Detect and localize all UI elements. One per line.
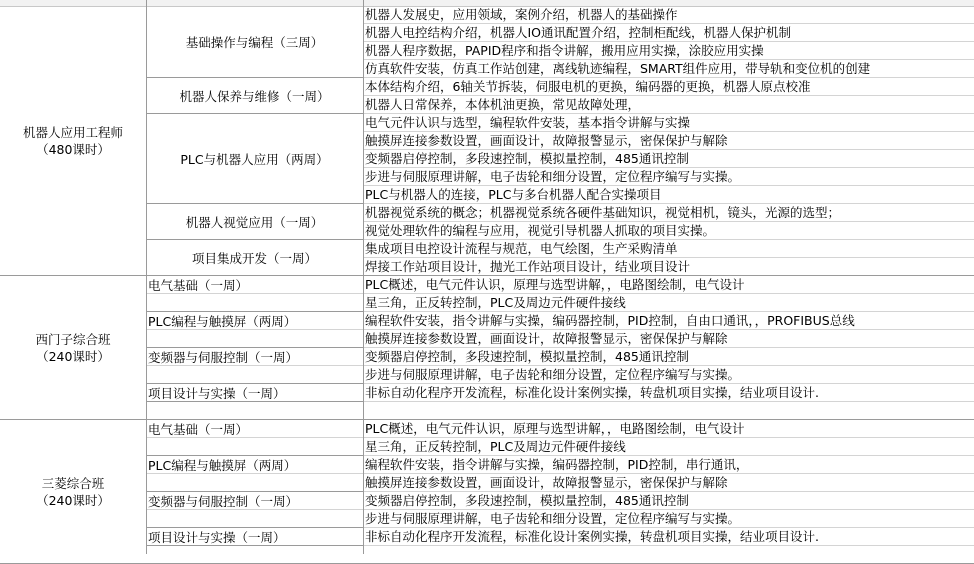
content-line: PLC与机器人的连接，PLC与多台机器人配合实操项目 (363, 186, 974, 204)
content-line: 变频器启停控制，多段速控制，模拟量控制，485通讯控制 (363, 492, 974, 510)
module-name: PLC与机器人应用（两周） (180, 151, 329, 167)
content-line: PLC概述，电气元件认识，原理与选型讲解，，电路图绘制，电气设计 (363, 276, 974, 294)
grid-line (146, 0, 147, 554)
content-line: 变频器启停控制，多段速控制，模拟量控制，485通讯控制 (363, 348, 974, 366)
module-name: 机器人视觉应用（一周） (185, 214, 324, 230)
content-line: 步进与伺服原理讲解，电子齿轮和细分设置，定位程序编写与实操。 (363, 366, 974, 384)
content-line: 星三角，正反转控制，PLC及周边元件硬件接线 (363, 294, 974, 312)
section-title: 机器人应用工程师 (22, 125, 123, 140)
content-line: 集成项目电控设计流程与规范，电气绘图，生产采购清单 (363, 240, 974, 258)
section-title-cell (0, 420, 146, 564)
module-name: 变频器与伺服控制（一周） (148, 493, 299, 509)
empty-row (146, 546, 974, 564)
content-line: 仿真软件安装，仿真工作站创建，离线轨迹编程，SMART组件应用，带导轨和变位机的创建 (363, 60, 974, 78)
section-title-cell (0, 276, 146, 420)
content-line: 机器人日常保养，本体机油更换，常见故障处理， (363, 96, 974, 114)
content-line: 机器人程序数据，PAPID程序和指令讲解，搬用应用实操，涂胶应用实操 (363, 42, 974, 60)
content-line: 触摸屏连接参数设置，画面设计，故障报警显示，密保保护与解除 (363, 474, 974, 492)
content-line: 编程软件安装，指令讲解与实操，编码器控制，PID控制，自由口通讯，，PROFIBUS总线 (363, 312, 974, 330)
content-line: 非标自动化程序开发流程，标准化设计案例实操，转盘机项目实操，结业项目设计. (363, 384, 974, 402)
grid-line (363, 0, 364, 554)
content-line: 机器人电控结构介绍，机器人IO通讯配置介绍，控制柜配线，机器人保护机制 (363, 24, 974, 42)
grid-line (146, 509, 363, 510)
grid-line (146, 473, 363, 474)
content-line: 焊接工作站项目设计，抛光工作站项目设计，结业项目设计 (363, 258, 974, 276)
module-name: 电气基础（一周） (148, 421, 249, 437)
content-line: 非标自动化程序开发流程，标准化设计案例实操，转盘机项目实操，结业项目设计. (363, 528, 974, 546)
content-line: 编程软件安装，指令讲解与实操，编码器控制，PID控制，串行通讯， (363, 456, 974, 474)
section-hours: （240课时） (36, 349, 110, 364)
content-line: 本体结构介绍，6轴关节拆装，伺服电机的更换，编码器的更换，机器人原点校准 (363, 78, 974, 96)
module-name: 项目集成开发（一周） (191, 250, 317, 266)
content-line: 步进与伺服原理讲解，电子齿轮和细分设置，定位程序编写与实操。 (363, 168, 974, 186)
section-title-cell (0, 6, 146, 276)
module-name: 电气基础（一周） (148, 277, 249, 293)
section-title: 三菱综合班 (41, 476, 105, 491)
module-name: 项目设计与实操（一周） (148, 385, 286, 401)
module-name: 变频器与伺服控制（一周） (148, 349, 299, 365)
empty-row (146, 402, 974, 420)
content-line: 机器视觉系统的概念；机器视觉系统各硬件基础知识，视觉相机，镜头，光源的选型； (363, 204, 974, 222)
module-name: 项目设计与实操（一周） (148, 529, 286, 545)
module-name: 机器人保养与维修（一周） (179, 88, 330, 104)
module-name: PLC编程与触摸屏（两周） (148, 457, 297, 473)
grid-line (146, 437, 363, 438)
module-name: 基础操作与编程（三周） (185, 34, 324, 50)
grid-line (146, 365, 363, 366)
section-hours: （480课时） (36, 142, 110, 157)
section-hours: （240课时） (36, 493, 110, 508)
grid-line (146, 329, 363, 330)
content-line: 触摸屏连接参数设置，画面设计，故障报警显示，密保保护与解除 (363, 330, 974, 348)
content-line: 触摸屏连接参数设置，画面设计，故障报警显示，密保保护与解除 (363, 132, 974, 150)
section-title: 西门子综合班 (35, 332, 111, 347)
content-line: 视觉处理软件的编程与应用，视觉引导机器人抓取的项目实操。 (363, 222, 974, 240)
content-line: 电气元件认识与选型，编程软件安装，基本指令讲解与实操 (363, 114, 974, 132)
content-line: 机器人发展史，应用领域，案例介绍，机器人的基础操作 (363, 6, 974, 24)
content-line: 变频器启停控制，多段速控制，模拟量控制，485通讯控制 (363, 150, 974, 168)
grid-line (146, 293, 363, 294)
content-line: 星三角，正反转控制，PLC及周边元件硬件接线 (363, 438, 974, 456)
content-line: 步进与伺服原理讲解，电子齿轮和细分设置，定位程序编写与实操。 (363, 510, 974, 528)
module-name: PLC编程与触摸屏（两周） (148, 313, 297, 329)
content-line: PLC概述，电气元件认识，原理与选型讲解，，电路图绘制，电气设计 (363, 420, 974, 438)
